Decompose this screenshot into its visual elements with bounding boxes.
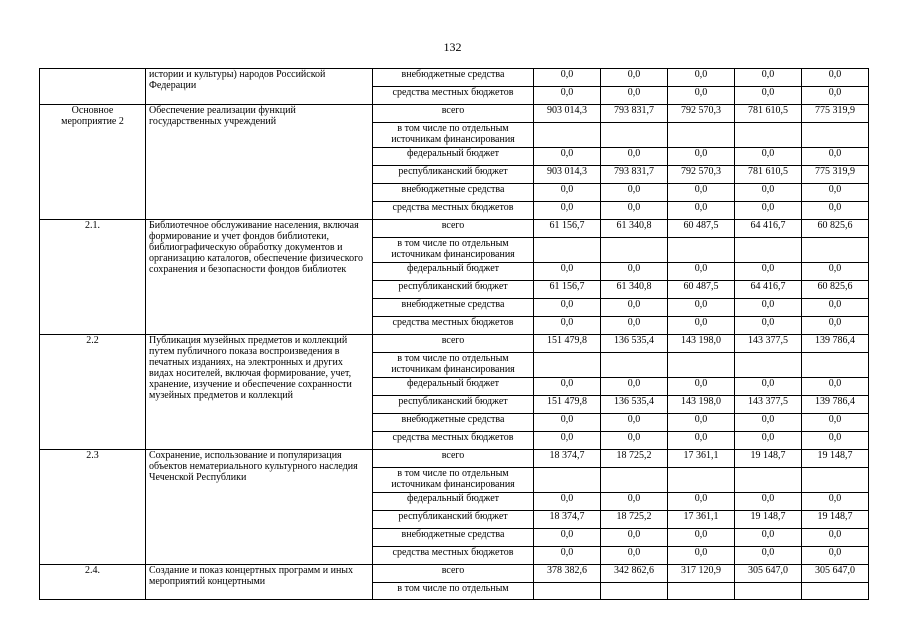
value-cell: 136 535,4 — [601, 396, 668, 414]
value-cell-empty — [802, 238, 869, 263]
value-cell: 19 148,7 — [802, 450, 869, 468]
value-cell: 139 786,4 — [802, 396, 869, 414]
source-label: внебюджетные средства — [373, 529, 534, 547]
table-row — [40, 69, 869, 87]
value-cell: 143 377,5 — [735, 396, 802, 414]
value-cell-empty — [534, 468, 601, 493]
value-cell: 0,0 — [668, 547, 735, 565]
source-label: средства местных бюджетов — [373, 202, 534, 220]
value-cell: 0,0 — [668, 299, 735, 317]
value-cell: 0,0 — [802, 263, 869, 281]
value-cell: 0,0 — [735, 547, 802, 565]
value-cell: 0,0 — [735, 378, 802, 396]
source-label: внебюджетные средства — [373, 69, 534, 87]
name-cell: Обеспечение реализации функций государственных учреждений — [146, 105, 373, 220]
value-cell: 0,0 — [802, 184, 869, 202]
value-cell-empty — [735, 468, 802, 493]
value-cell: 17 361,1 — [668, 511, 735, 529]
value-cell: 793 831,7 — [601, 105, 668, 123]
value-cell-empty — [668, 468, 735, 493]
value-cell: 0,0 — [601, 432, 668, 450]
page-number: 132 — [443, 40, 462, 54]
value-cell: 0,0 — [534, 69, 601, 87]
value-cell: 60 487,5 — [668, 281, 735, 299]
source-label: в том числе по отдельным источникам финансирования — [373, 353, 534, 378]
source-label: республиканский бюджет — [373, 166, 534, 184]
value-cell: 0,0 — [601, 69, 668, 87]
value-cell: 0,0 — [668, 148, 735, 166]
code-cell: 2.1. — [40, 220, 146, 335]
value-cell-empty — [534, 583, 601, 600]
value-cell-empty — [802, 123, 869, 148]
value-cell-empty — [534, 353, 601, 378]
value-cell: 0,0 — [802, 69, 869, 87]
value-cell: 0,0 — [534, 184, 601, 202]
value-cell: 61 340,8 — [601, 220, 668, 238]
source-label: внебюджетные средства — [373, 299, 534, 317]
value-cell: 0,0 — [668, 529, 735, 547]
value-cell: 781 610,5 — [735, 166, 802, 184]
value-cell: 17 361,1 — [668, 450, 735, 468]
value-cell: 0,0 — [668, 414, 735, 432]
source-label: средства местных бюджетов — [373, 87, 534, 105]
value-cell: 903 014,3 — [534, 105, 601, 123]
value-cell: 139 786,4 — [802, 335, 869, 353]
source-label: всего — [373, 565, 534, 583]
value-cell-empty — [802, 353, 869, 378]
source-label: федеральный бюджет — [373, 493, 534, 511]
value-cell-empty — [802, 468, 869, 493]
value-cell: 0,0 — [668, 493, 735, 511]
value-cell-empty — [668, 238, 735, 263]
value-cell: 18 725,2 — [601, 511, 668, 529]
source-label: внебюджетные средства — [373, 184, 534, 202]
source-label: республиканский бюджет — [373, 511, 534, 529]
value-cell: 0,0 — [802, 148, 869, 166]
value-cell: 0,0 — [802, 547, 869, 565]
source-label: всего — [373, 220, 534, 238]
value-cell: 18 725,2 — [601, 450, 668, 468]
source-label: средства местных бюджетов — [373, 547, 534, 565]
value-cell: 60 825,6 — [802, 281, 869, 299]
source-label: в том числе по отдельным источникам финансирования — [373, 123, 534, 148]
value-cell: 0,0 — [601, 299, 668, 317]
value-cell: 0,0 — [601, 87, 668, 105]
value-cell-empty — [735, 123, 802, 148]
value-cell: 19 148,7 — [735, 450, 802, 468]
code-cell: 2.4. — [40, 565, 146, 600]
source-label: республиканский бюджет — [373, 281, 534, 299]
value-cell: 0,0 — [802, 414, 869, 432]
value-cell: 792 570,3 — [668, 105, 735, 123]
source-label: федеральный бюджет — [373, 378, 534, 396]
source-label: всего — [373, 335, 534, 353]
value-cell-empty — [601, 583, 668, 600]
value-cell: 0,0 — [802, 493, 869, 511]
value-cell: 0,0 — [668, 432, 735, 450]
source-label: средства местных бюджетов — [373, 317, 534, 335]
table-row — [40, 450, 869, 468]
value-cell: 0,0 — [668, 317, 735, 335]
source-label: в том числе по отдельным источникам финансирования — [373, 238, 534, 263]
value-cell: 0,0 — [802, 317, 869, 335]
value-cell: 0,0 — [534, 414, 601, 432]
value-cell-empty — [802, 583, 869, 600]
name-cell: Создание и показ концертных программ и иных мероприятий концертными — [146, 565, 373, 600]
value-cell: 0,0 — [601, 148, 668, 166]
value-cell: 143 198,0 — [668, 396, 735, 414]
value-cell: 61 156,7 — [534, 281, 601, 299]
value-cell: 305 647,0 — [735, 565, 802, 583]
value-cell: 18 374,7 — [534, 450, 601, 468]
name-cell: Библиотечное обслуживание населения, включая формирование и учет фондов библиотеки, библиографическую обработку документов и организацию каталогов, обеспечение физического сохранения и безопасности фондов библиотек — [146, 220, 373, 335]
value-cell-empty — [601, 238, 668, 263]
value-cell: 19 148,7 — [802, 511, 869, 529]
value-cell-empty — [735, 238, 802, 263]
name-cell: Публикация музейных предметов и коллекций путем публичного показа воспроизведения в печатных изданиях, на электронных и других видах носителей, включая формирование, учет, хранение, изучение и обеспечение сохранности музейных предметов и коллекций — [146, 335, 373, 450]
value-cell: 0,0 — [534, 317, 601, 335]
value-cell: 0,0 — [802, 299, 869, 317]
value-cell: 19 148,7 — [735, 511, 802, 529]
value-cell: 0,0 — [534, 493, 601, 511]
value-cell: 61 340,8 — [601, 281, 668, 299]
value-cell: 0,0 — [668, 87, 735, 105]
value-cell: 0,0 — [534, 529, 601, 547]
source-label: федеральный бюджет — [373, 263, 534, 281]
value-cell: 0,0 — [601, 263, 668, 281]
value-cell: 0,0 — [534, 148, 601, 166]
value-cell: 151 479,8 — [534, 335, 601, 353]
source-label: в том числе по отдельным — [373, 583, 534, 600]
value-cell: 0,0 — [735, 87, 802, 105]
value-cell: 0,0 — [668, 69, 735, 87]
name-cell: Сохранение, использование и популяризация объектов нематериального культурного наследия Чеченской Республики — [146, 450, 373, 565]
value-cell-empty — [735, 353, 802, 378]
value-cell: 0,0 — [668, 202, 735, 220]
value-cell-empty — [735, 583, 802, 600]
value-cell: 0,0 — [668, 263, 735, 281]
value-cell: 18 374,7 — [534, 511, 601, 529]
value-cell: 0,0 — [601, 529, 668, 547]
value-cell: 0,0 — [601, 184, 668, 202]
value-cell: 0,0 — [735, 317, 802, 335]
value-cell-empty — [668, 123, 735, 148]
value-cell: 0,0 — [668, 378, 735, 396]
value-cell: 64 416,7 — [735, 220, 802, 238]
value-cell: 0,0 — [802, 432, 869, 450]
value-cell: 60 487,5 — [668, 220, 735, 238]
value-cell: 775 319,9 — [802, 166, 869, 184]
value-cell: 0,0 — [534, 299, 601, 317]
value-cell: 61 156,7 — [534, 220, 601, 238]
value-cell: 0,0 — [802, 202, 869, 220]
table-row — [40, 220, 869, 238]
value-cell-empty — [601, 123, 668, 148]
value-cell-empty — [534, 238, 601, 263]
source-label: в том числе по отдельным источникам финансирования — [373, 468, 534, 493]
value-cell: 781 610,5 — [735, 105, 802, 123]
value-cell: 0,0 — [735, 202, 802, 220]
code-cell: Основное мероприятие 2 — [40, 105, 146, 220]
value-cell: 0,0 — [735, 184, 802, 202]
value-cell: 0,0 — [802, 529, 869, 547]
value-cell: 143 198,0 — [668, 335, 735, 353]
value-cell: 0,0 — [601, 547, 668, 565]
value-cell: 775 319,9 — [802, 105, 869, 123]
source-label: всего — [373, 450, 534, 468]
value-cell: 793 831,7 — [601, 166, 668, 184]
value-cell-empty — [601, 468, 668, 493]
source-label: республиканский бюджет — [373, 396, 534, 414]
value-cell: 305 647,0 — [802, 565, 869, 583]
code-cell-empty — [40, 69, 146, 105]
value-cell: 143 377,5 — [735, 335, 802, 353]
value-cell: 342 862,6 — [601, 565, 668, 583]
value-cell: 0,0 — [735, 263, 802, 281]
source-label: средства местных бюджетов — [373, 432, 534, 450]
value-cell-empty — [668, 353, 735, 378]
value-cell: 0,0 — [735, 414, 802, 432]
value-cell-empty — [601, 353, 668, 378]
table-row — [40, 565, 869, 583]
value-cell: 0,0 — [534, 432, 601, 450]
value-cell: 0,0 — [668, 184, 735, 202]
value-cell: 0,0 — [735, 299, 802, 317]
budget-table — [39, 68, 869, 600]
code-cell: 2.2 — [40, 335, 146, 450]
value-cell: 151 479,8 — [534, 396, 601, 414]
value-cell: 0,0 — [601, 202, 668, 220]
value-cell: 903 014,3 — [534, 166, 601, 184]
value-cell: 136 535,4 — [601, 335, 668, 353]
value-cell: 64 416,7 — [735, 281, 802, 299]
value-cell-empty — [534, 123, 601, 148]
table-row — [40, 105, 869, 123]
value-cell: 792 570,3 — [668, 166, 735, 184]
value-cell: 0,0 — [534, 202, 601, 220]
value-cell: 0,0 — [601, 378, 668, 396]
value-cell: 0,0 — [802, 378, 869, 396]
source-label: всего — [373, 105, 534, 123]
value-cell: 0,0 — [601, 317, 668, 335]
value-cell: 0,0 — [735, 148, 802, 166]
table-row — [40, 335, 869, 353]
value-cell: 317 120,9 — [668, 565, 735, 583]
value-cell: 0,0 — [601, 493, 668, 511]
value-cell-empty — [668, 583, 735, 600]
source-label: федеральный бюджет — [373, 148, 534, 166]
value-cell: 378 382,6 — [534, 565, 601, 583]
value-cell: 0,0 — [534, 263, 601, 281]
code-cell: 2.3 — [40, 450, 146, 565]
source-label: внебюджетные средства — [373, 414, 534, 432]
value-cell: 0,0 — [735, 529, 802, 547]
value-cell: 60 825,6 — [802, 220, 869, 238]
value-cell: 0,0 — [534, 87, 601, 105]
value-cell: 0,0 — [735, 493, 802, 511]
value-cell: 0,0 — [735, 432, 802, 450]
name-cell: истории и культуры) народов Российской Федерации — [146, 69, 373, 105]
value-cell: 0,0 — [534, 547, 601, 565]
value-cell: 0,0 — [601, 414, 668, 432]
value-cell: 0,0 — [802, 87, 869, 105]
value-cell: 0,0 — [534, 378, 601, 396]
value-cell: 0,0 — [735, 69, 802, 87]
